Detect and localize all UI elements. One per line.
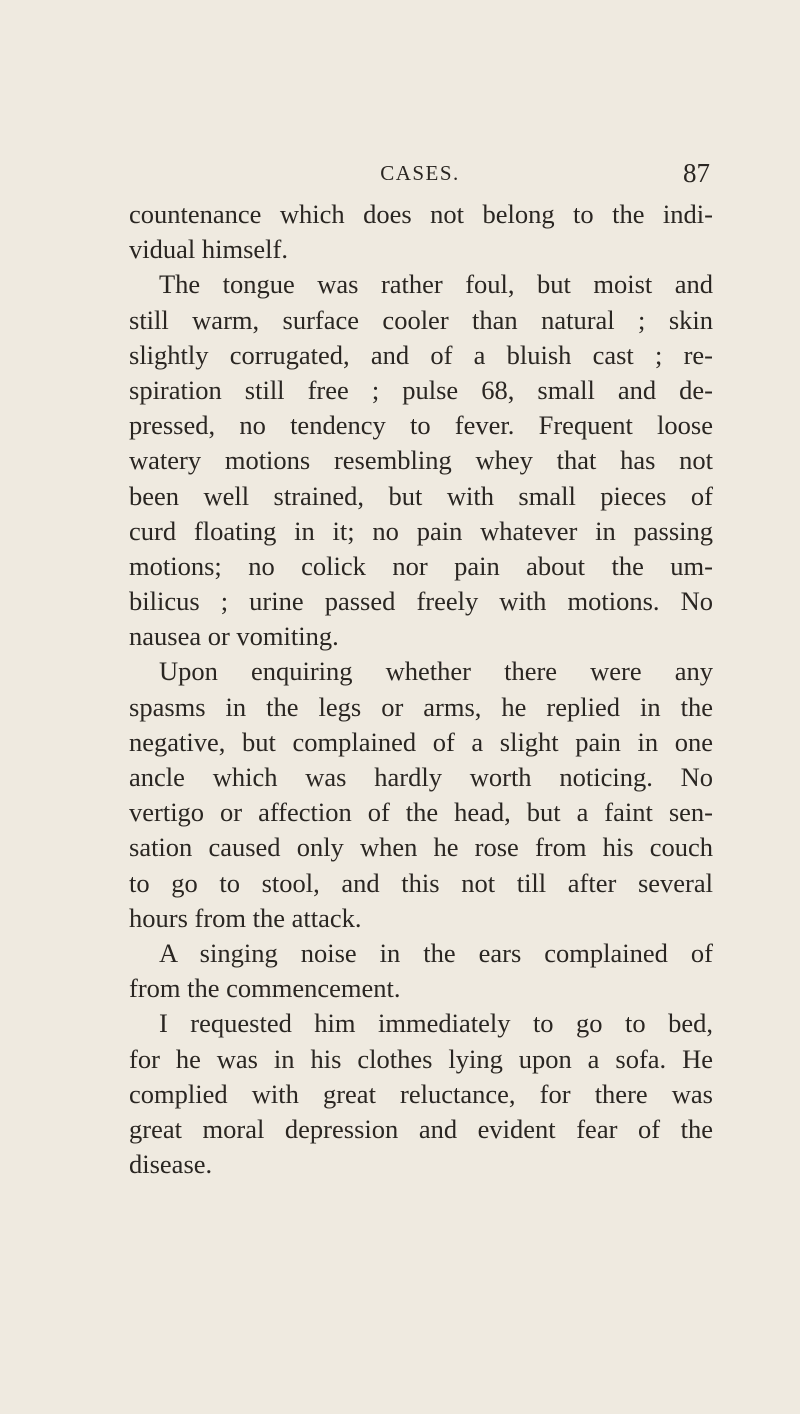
text-line: vidual himself. — [129, 234, 288, 265]
text-line: complied with great reluctance, for there was — [129, 1078, 713, 1109]
page-number: 87 — [683, 158, 710, 188]
running-title: CASES. — [380, 161, 460, 185]
text-line: countenance which does not belong to the indi- — [129, 199, 713, 229]
text-line: slightly corrugated, and of a bluish cast ; re- — [129, 339, 713, 370]
text-line: vertigo or affection of the head, but a faint sen- — [129, 797, 713, 828]
paragraph — [129, 267, 713, 654]
paragraph — [129, 936, 713, 1006]
text-line: been well strained, but with small pieces of — [129, 480, 713, 511]
text-line: great moral depression and evident fear of the — [129, 1113, 713, 1144]
text-line: I requested him immediately to go to bed, — [159, 1008, 713, 1039]
paragraph — [129, 654, 713, 936]
paragraph — [129, 197, 713, 267]
text-line: A singing noise in the ears complained of — [159, 937, 713, 968]
text-line: watery motions resembling whey that has not — [129, 445, 713, 476]
text-line: negative, but complained of a slight pain in one — [129, 726, 713, 757]
text-line: to go to stool, and this not till after several — [129, 867, 713, 898]
text-line: for he was in his clothes lying upon a sofa. He — [129, 1043, 713, 1074]
text-line: from the commencement. — [129, 973, 401, 1004]
text-line: curd floating in it; no pain whatever in passing — [129, 515, 713, 546]
text-line: pressed, no tendency to fever. Frequent loose — [129, 410, 713, 441]
text-line: still warm, surface cooler than natural ; skin — [129, 304, 713, 335]
text-line: spiration still free ; pulse 68, small and de- — [129, 374, 713, 405]
running-head — [130, 153, 710, 193]
body-text — [129, 197, 713, 1182]
text-line: sation caused only when he rose from his couch — [129, 832, 713, 863]
text-line: spasms in the legs or arms, he replied in the — [129, 691, 713, 722]
text-line: disease. — [129, 1149, 213, 1180]
paragraph — [129, 1006, 713, 1182]
text-line: ancle which was hardly worth noticing. No — [129, 762, 713, 792]
text-line: nausea or vomiting. — [129, 621, 339, 652]
text-line: The tongue was rather foul, but moist and — [159, 269, 713, 300]
text-line: Upon enquiring whether there were any — [159, 656, 713, 687]
text-line: hours from the attack. — [129, 902, 362, 933]
text-line: motions; no colick nor pain about the um- — [129, 550, 713, 581]
text-line: bilicus ; urine passed freely with motions. No — [129, 586, 713, 617]
